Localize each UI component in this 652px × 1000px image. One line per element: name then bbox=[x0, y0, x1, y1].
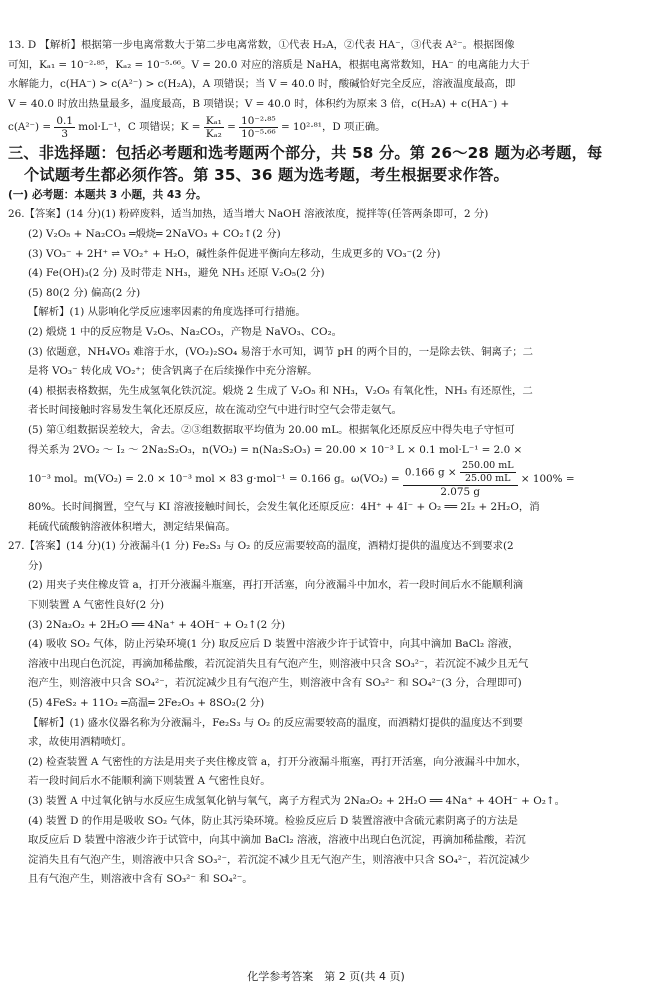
fraction bbox=[54, 115, 75, 140]
text-line: (5) 第①组数据误差较大，舍去。②③组数据取平均值为 20.00 mL。根据氧化还原反应中得失电子守恒可 bbox=[28, 423, 515, 436]
text-line: (3) 依题意，NH₄VO₃ 难溶于水，(VO₂)₂SO₄ 易溶于水可知，调节 pH 的两个目的，一是除去铁、铜离子；二 bbox=[28, 345, 534, 358]
text-line: 耗硫代硫酸钠溶液体积增大，测定结果偏高。 bbox=[28, 520, 236, 533]
text-line: (2) 检查装置 A 气密性的方法是用夹子夹住橡皮管 a，打开分液漏斗瓶塞，再打开活塞，向分液漏斗中加水， bbox=[28, 755, 527, 768]
text-line: 得关系为 2VO₂ ～ I₂ ～ 2Na₂S₂O₃，n(VO₂) = n(Na₂S₂O₃) = 20.00 × 10⁻³ L × 0.1 mol·L⁻¹ = 2.0 × bbox=[28, 443, 523, 456]
text-line: (3) 2Na₂O₂ + 2H₂O ══ 4Na⁺ + 4OH⁻ + O₂↑(2 分) bbox=[28, 618, 286, 631]
text-line: (2) 煅烧 1 中的反应物是 V₂O₅、Na₂CO₃，产物是 NaVO₃、CO₂。 bbox=[28, 325, 343, 338]
equation-text: × 100% = bbox=[520, 473, 575, 486]
text-line: 【解析】(1) 盛水仪器名称为分液漏斗，Fe₂S₃ 与 O₂ 的反应需要较高的温度，而酒精灯提供的温度达不到要 bbox=[28, 716, 523, 729]
numerator: 0.1 bbox=[56, 114, 73, 127]
numerator bbox=[403, 460, 518, 486]
denominator: 2.075 g bbox=[440, 486, 481, 499]
q26-block bbox=[8, 205, 644, 537]
q13-block bbox=[8, 36, 644, 140]
fraction bbox=[239, 115, 278, 140]
numerator: 10⁻²·⁸⁵ bbox=[241, 114, 276, 127]
text-line: (5) 80(2 分) 偏高(2 分) bbox=[28, 286, 141, 299]
fraction bbox=[403, 460, 518, 498]
equation-text: = 10²·⁸¹，D 项正确。 bbox=[280, 121, 386, 134]
equation-line bbox=[8, 460, 644, 498]
text-line: 80%。长时间搁置，空气与 KI 溶液接触时间长，会发生氧化还原反应：4H⁺ + 4I⁻ + O₂ ══ 2I₂ + 2H₂O，消 bbox=[28, 501, 540, 514]
text-line: (3) VO₃⁻ + 2H⁺ ⇌ VO₂⁺ + H₂O，碱性条件促进平衡向左移动，生成更多的 VO₃⁻(2 分) bbox=[28, 247, 441, 260]
inner-fraction bbox=[460, 460, 516, 485]
text-line: (2) V₂O₅ + Na₂CO₃ ═煅烧═ 2NaVO₃ + CO₂↑(2 分) bbox=[28, 227, 281, 240]
page-content bbox=[8, 36, 644, 890]
text-line: (4) 根据表格数据，先生成氢氧化铁沉淀。煅烧 2 生成了 V₂O₅ 和 NH₃，V₂O₅ 有氧化性，NH₃ 有还原性，二 bbox=[28, 384, 533, 397]
text-line: 泡产生，则溶液中只含 SO₄²⁻，若沉淀减少且有气泡产生，则溶液中含有 SO₃²⁻ 和 SO₄²⁻(3 分，合理即可) bbox=[28, 677, 522, 690]
text-line: 可知，Kₐ₁ = 10⁻²·⁸⁵，Kₐ₂ = 10⁻⁵·⁶⁶。V = 20.0 对应的溶质是 NaHA，根据电离常数知，HA⁻ 的电离能力大于 bbox=[8, 58, 530, 71]
text-line: 分) bbox=[28, 559, 43, 572]
section-title-line: 三、非选择题：包括必考题和选考题两个部分，共 58 分。第 26～28 题为必考题，每 bbox=[8, 144, 603, 163]
equation-line bbox=[8, 114, 644, 140]
text-line: 若一段时间后水不能顺利滴下则装置 A 气密性良好。 bbox=[28, 775, 271, 788]
denominator: 10⁻⁵·⁶⁶ bbox=[241, 127, 276, 140]
denominator: Kₐ₂ bbox=[205, 127, 222, 140]
equation-text: mol·L⁻¹，C 项错误；K = bbox=[78, 121, 201, 134]
text-line: 溶液中出现白色沉淀，再滴加稀盐酸，若沉淀消失且有气泡产生，则溶液中只含 SO₃²⁻，若沉淀不减少且无气 bbox=[28, 657, 529, 670]
numerator-text: 0.166 g × bbox=[404, 466, 457, 479]
numerator: 250.00 mL bbox=[461, 460, 514, 472]
q27-block bbox=[8, 537, 644, 890]
text-line: 13. D 【解析】根据第一步电离常数大于第二步电离常数，①代表 H₂A，②代表 HA⁻，③代表 A²⁻。根据图像 bbox=[8, 39, 515, 51]
numerator: Kₐ₁ bbox=[205, 114, 222, 127]
text-line: (4) 装置 D 的作用是吸收 SO₂ 气体，防止其污染环境。检验反应后 D 装置溶液中含硫元素阴离子的方法是 bbox=[28, 814, 518, 827]
text-line: 水解能力，c(HA⁻) > c(A²⁻) > c(H₂A)，A 项错误；当 V = 40.0 时，酸碱恰好完全反应，溶液温度最高，即 bbox=[8, 78, 516, 91]
text-line: (4) Fe(OH)₃(2 分) 及时带走 NH₃，避免 NH₃ 还原 V₂O₅(2 分) bbox=[28, 267, 325, 280]
equation-text: c(A²⁻) = bbox=[8, 121, 52, 134]
text-line: 26.【答案】(14 分)(1) 粉碎废料，适当加热，适当增大 NaOH 溶液浓度，搅拌等(任答两条即可，2 分) bbox=[8, 208, 489, 221]
equation-text: = bbox=[227, 121, 236, 134]
text-line: (5) 4FeS₂ + 11O₂ ═高温═ 2Fe₂O₃ + 8SO₂(2 分) bbox=[28, 697, 265, 710]
text-line: 下则装置 A 气密性良好(2 分) bbox=[28, 599, 165, 612]
fraction bbox=[204, 115, 224, 140]
equation-text: 10⁻³ mol。m(VO₂) = 2.0 × 10⁻³ mol × 83 g·mol⁻¹ = 0.166 g。ω(VO₂) = bbox=[28, 473, 400, 486]
text-line: 是将 VO₃⁻ 转化成 VO₂⁺；使含钒离子在后续操作中充分溶解。 bbox=[28, 365, 318, 378]
subsection-heading: (一) 必考题：本题共 3 小题，共 43 分。 bbox=[8, 189, 207, 202]
denominator: 3 bbox=[61, 127, 68, 140]
text-line: 求，故使用酒精喷灯。 bbox=[28, 736, 132, 749]
text-line: 取反应后 D 装置中溶液少许于试管中，向其中滴加 BaCl₂ 溶液，溶液中出现白色沉淀，再滴加稀盐酸，若沉 bbox=[28, 834, 526, 847]
text-line: 且有气泡产生，则溶液中含有 SO₃²⁻ 和 SO₄²⁻。 bbox=[28, 873, 253, 886]
text-line: V = 40.0 时放出热量最多，温度最高，B 项错误；V = 40.0 时，体积约为原来 3 倍，c(H₂A) + c(HA⁻) + bbox=[8, 97, 510, 110]
section-title-line: 个试题考生都必须作答。第 35、36 题为选考题，考生根据要求作答。 bbox=[24, 166, 509, 185]
text-line: (4) 吸收 SO₂ 气体，防止污染环境(1 分) 取反应后 D 装置中溶液少许于试管中，向其中滴加 BaCl₂ 溶液， bbox=[28, 638, 519, 651]
text-line: 者长时间接触时容易发生氧化还原反应，故在流动空气中进行时空气会带走氨气。 bbox=[28, 404, 403, 417]
text-line: 淀消失且有气泡产生，则溶液中只含 SO₃²⁻，若沉淀不减少且无气泡产生，则溶液中只含 SO₄²⁻，若沉淀减少 bbox=[28, 853, 530, 866]
denominator: 25.00 mL bbox=[464, 473, 511, 485]
text-line: 27.【答案】(14 分)(1) 分液漏斗(1 分) Fe₂S₃ 与 O₂ 的反应需要较高的温度，酒精灯提供的温度达不到要求(2 bbox=[8, 540, 514, 553]
text-line: (2) 用夹子夹住橡皮管 a，打开分液漏斗瓶塞，再打开活塞，向分液漏斗中加水，若一段时间后水不能顺利滴 bbox=[28, 579, 524, 592]
text-line: 【解析】(1) 从影响化学反应速率因素的角度选择可行措施。 bbox=[28, 306, 306, 319]
page-footer: 化学参考答案 第 2 页(共 4 页) bbox=[247, 970, 405, 983]
section-heading bbox=[8, 142, 644, 186]
text-line: (3) 装置 A 中过氧化钠与水反应生成氢氧化钠与氧气，离子方程式为 2Na₂O₂ + 2H₂O ══ 4Na⁺ + 4OH⁻ + O₂↑。 bbox=[28, 795, 565, 807]
